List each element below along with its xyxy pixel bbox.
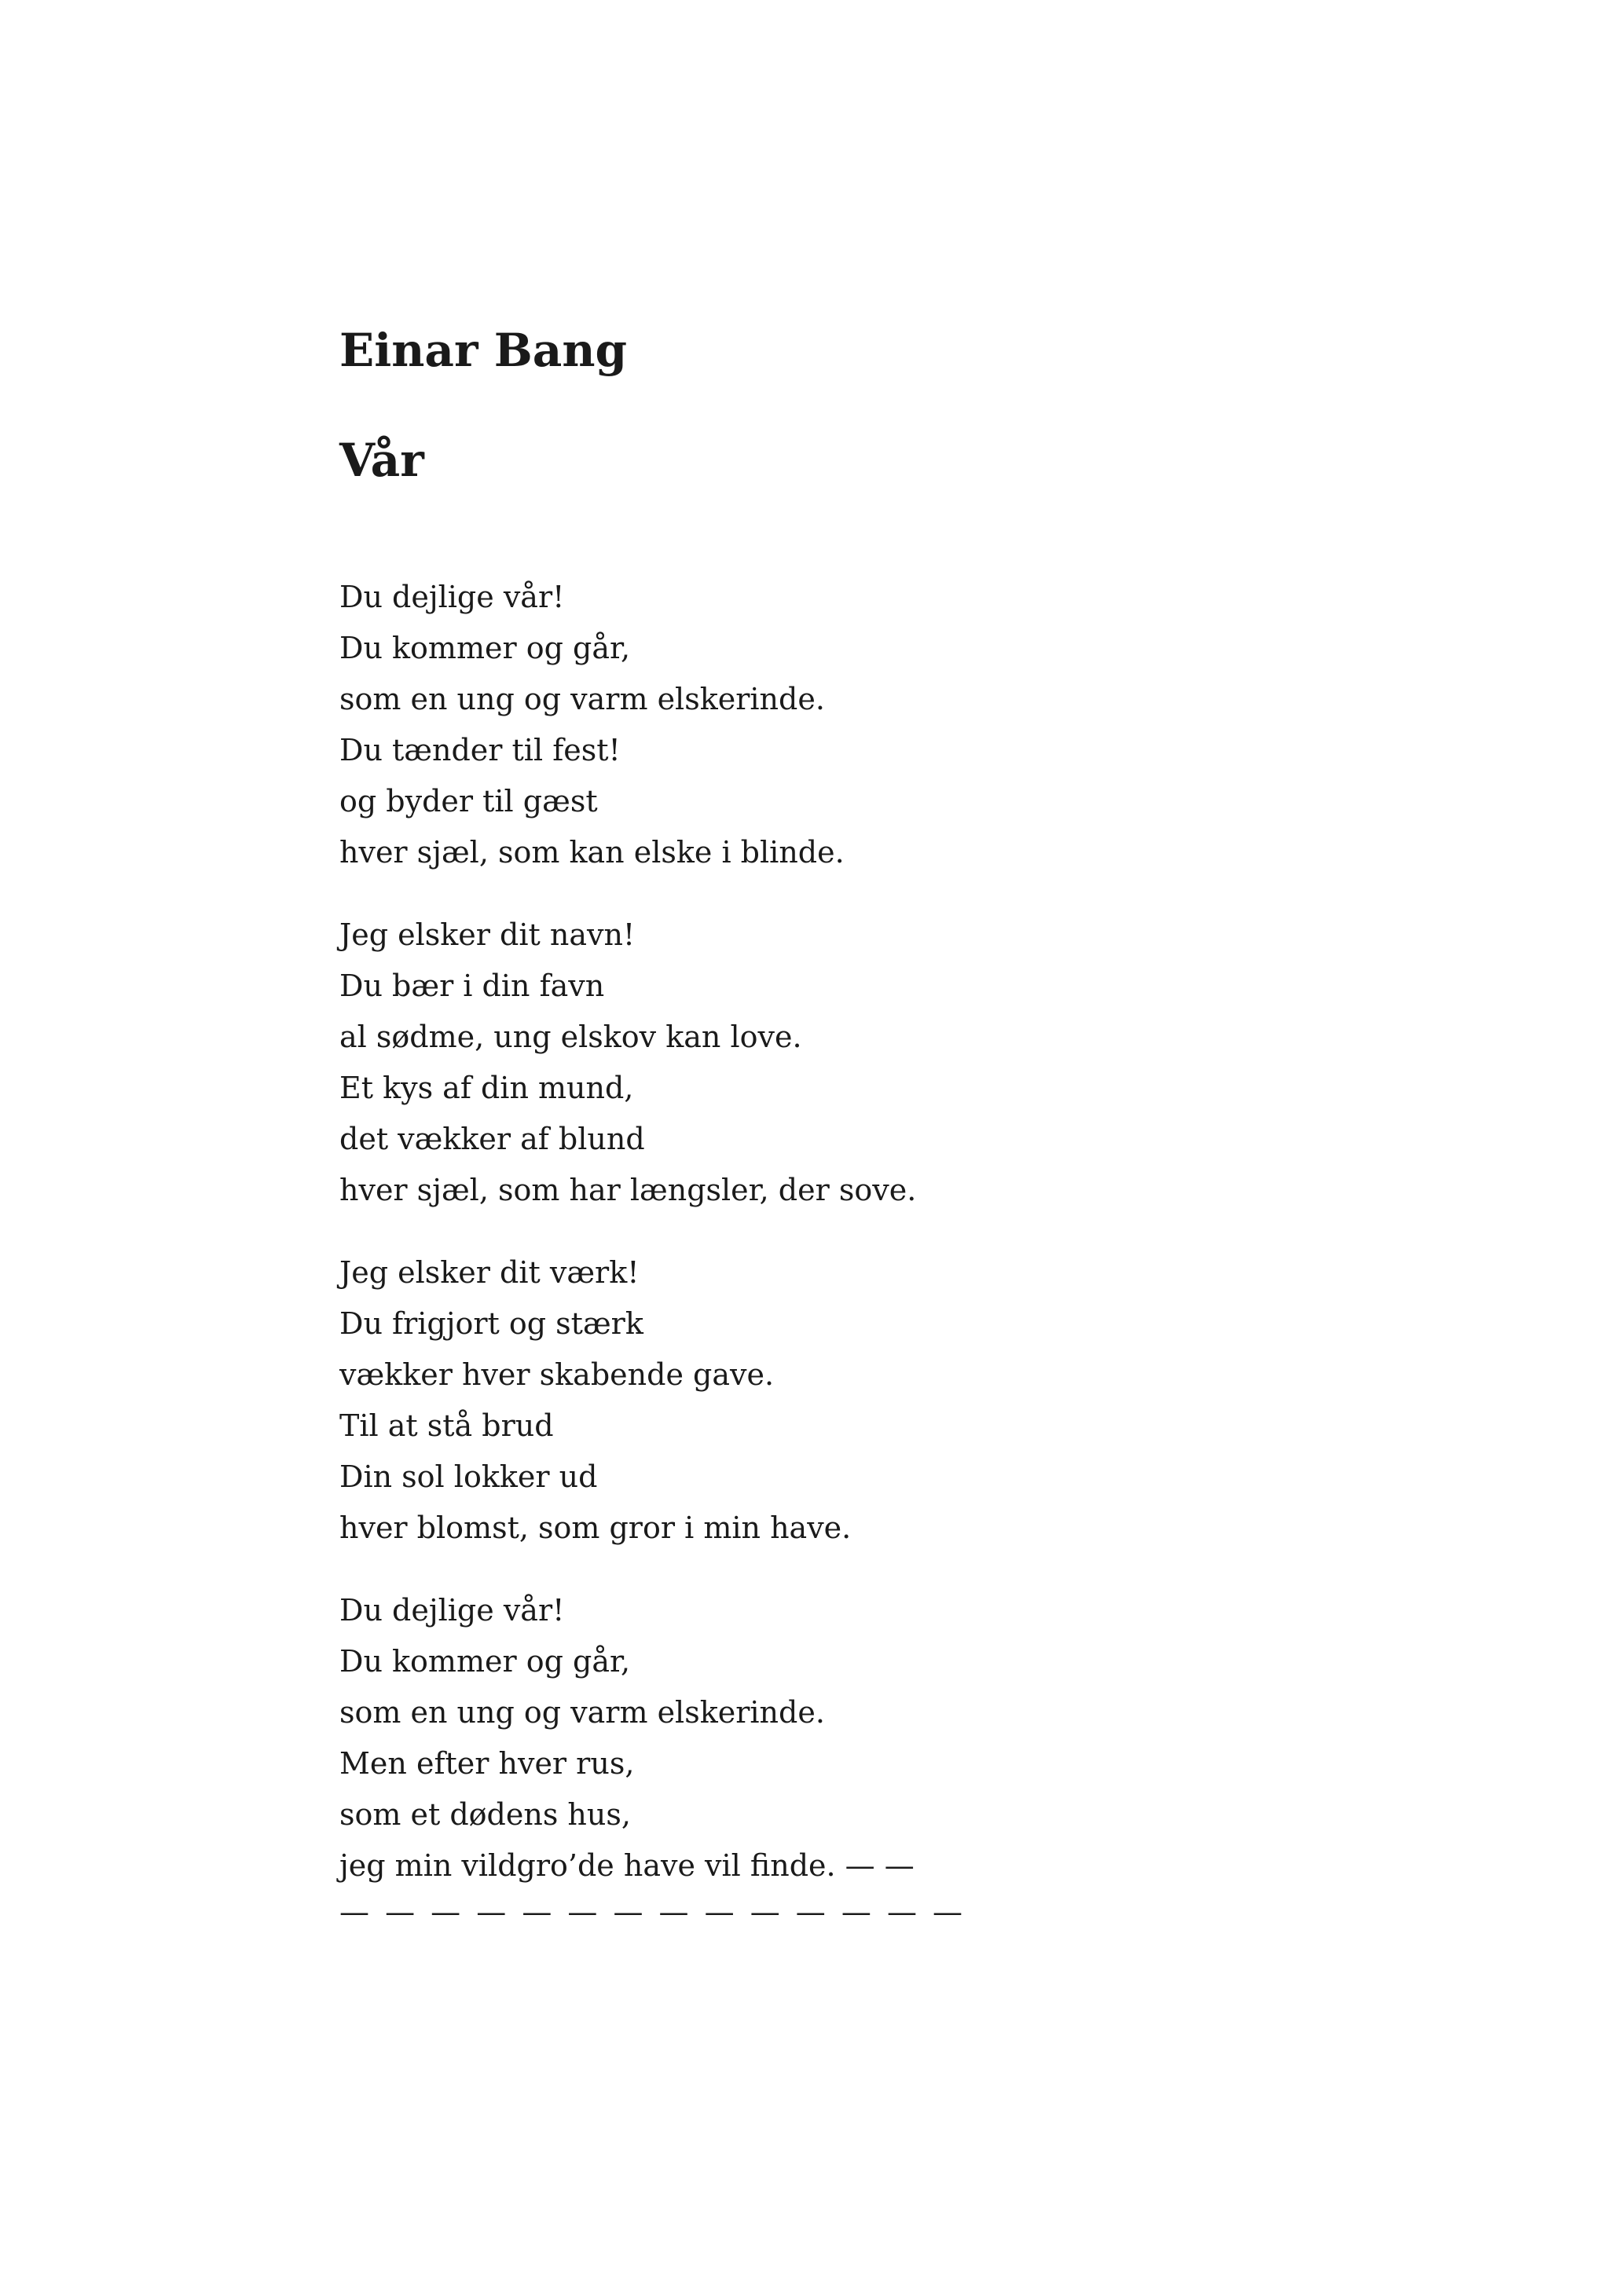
poem-line: Du dejlige vår! bbox=[339, 1593, 565, 1628]
poem-line: som en ung og varm elskerinde. bbox=[339, 682, 825, 716]
poem-line: Du dejlige vår! bbox=[339, 580, 565, 614]
poem-title: Vår bbox=[339, 434, 424, 487]
poem-line: jeg min vildgro’de have vil finde. — — bbox=[339, 1848, 915, 1883]
author-heading: Einar Bang bbox=[339, 324, 628, 377]
stanza-3 bbox=[339, 1247, 966, 1554]
poem-line: Du tænder til fest! bbox=[339, 733, 621, 767]
poem-line: Men efter hver rus, bbox=[339, 1746, 635, 1781]
stanza-2 bbox=[339, 910, 966, 1216]
poem-line: Din sol lokker ud bbox=[339, 1459, 598, 1494]
poem-line: Du kommer og går, bbox=[339, 631, 631, 665]
poem-line: det vækker af blund bbox=[339, 1122, 645, 1156]
poem-line: Du kommer og går, bbox=[339, 1644, 631, 1679]
poem-line: Jeg elsker dit navn! bbox=[339, 917, 636, 952]
poem-line: al sødme, ung elskov kan love. bbox=[339, 1020, 802, 1054]
poem-line: Et kys af din mund, bbox=[339, 1071, 634, 1105]
poem-line: som en ung og varm elskerinde. bbox=[339, 1695, 825, 1730]
poem-line: vækker hver skabende gave. bbox=[339, 1357, 775, 1392]
poem-line: hver sjæl, som har længsler, der sove. bbox=[339, 1173, 917, 1207]
poem-line: Du frigjort og stærk bbox=[339, 1306, 643, 1341]
poem-line: og byder til gæst bbox=[339, 784, 598, 818]
stanza-1 bbox=[339, 572, 966, 878]
poem-line: hver sjæl, som kan elske i blinde. bbox=[339, 835, 845, 870]
closing-dashes: — — — — — — — — — — — — — — bbox=[339, 1895, 966, 1929]
poem-line: hver blomst, som gror i min have. bbox=[339, 1511, 852, 1545]
poem-line: Jeg elsker dit værk! bbox=[339, 1255, 640, 1290]
poem-line: Til at stå brud bbox=[339, 1408, 554, 1443]
poem-line: som et dødens hus, bbox=[339, 1797, 631, 1832]
poem-line: Du bær i din favn bbox=[339, 969, 605, 1003]
poem-body bbox=[339, 572, 966, 1969]
stanza-4 bbox=[339, 1585, 966, 1938]
